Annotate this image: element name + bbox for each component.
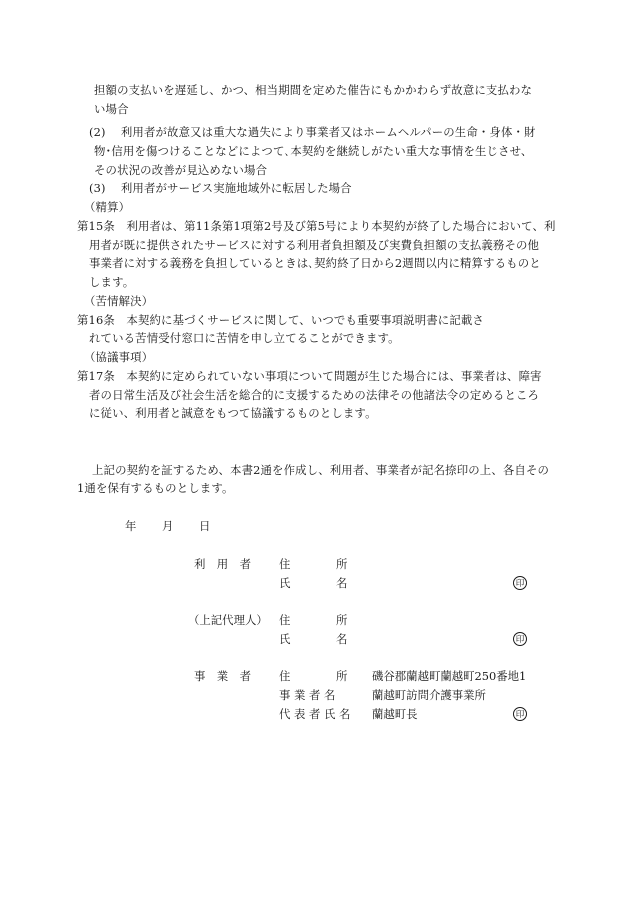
provider-role-label: 事 業 者 — [194, 669, 251, 683]
clause-line: 用者が既に提供されたサービスに対する利用者負担額及び実費負担額の支払義務その他 — [89, 238, 540, 252]
section-heading-complaints: （苦情解決） — [84, 294, 154, 308]
user-address-label: 住 所 — [279, 557, 348, 571]
clause-item-2: (2) 利用者が故意又は重大な過失により事業者又はホームヘルパーの生命・身体・財 — [89, 125, 536, 139]
user-name-label: 氏 名 — [279, 576, 348, 590]
user-seal-icon: 印 — [513, 576, 527, 590]
section-heading-settlement: （精算） — [84, 200, 131, 214]
date-month: 月 — [162, 519, 174, 533]
agent-address-label: 住 所 — [279, 613, 348, 627]
representative-value: 蘭越町長 — [372, 707, 418, 721]
clause-line: 事業者に対する義務を負担しているときは､契約終了日から2週間以内に精算するものと — [89, 256, 541, 270]
date-year: 年 — [125, 519, 137, 533]
provider-name-label: 事 業 者 名 — [279, 688, 336, 702]
section-heading-consultation: （協議事項） — [84, 350, 154, 364]
provider-address-label: 住 所 — [279, 669, 348, 683]
clause-line: に従い、利用者と誠意をもつて協議するものとします。 — [89, 406, 377, 420]
provider-address-value: 磯谷郡蘭越町蘭越町250番地1 — [372, 669, 527, 683]
date-day: 日 — [199, 519, 211, 533]
closing-statement: 上記の契約を証するため、本書2通を作成し、利用者、事業者が記名捺印の上、各自その — [92, 463, 550, 477]
clause-line: します。 — [89, 275, 135, 289]
provider-seal-icon: 印 — [513, 707, 527, 721]
article-17: 第17条 本契約に定められていない事項について問題が生じた場合には、事業者は、障害 — [77, 369, 542, 383]
clause-line: い場合 — [94, 102, 129, 116]
agent-role-label: （上記代理人） — [188, 613, 268, 627]
clause-line: 者の日常生活及び社会生活を総合的に支援するための法律その他諸法令の定めるところ — [89, 388, 540, 402]
user-role-label: 利 用 者 — [194, 557, 251, 571]
clause-line: その状況の改善が見込めない場合 — [94, 163, 268, 177]
representative-label: 代 表 者 氏 名 — [279, 707, 351, 721]
clause-item-3: (3) 利用者がサービス実施地域外に転居した場合 — [89, 181, 352, 195]
provider-name-value: 蘭越町訪問介護事業所 — [372, 688, 486, 702]
article-16: 第16条 本契約に基づくサービスに関して、いつでも重要事項説明書に記載さ — [77, 313, 484, 327]
closing-statement-cont: 1通を保有するものとします。 — [77, 481, 234, 495]
agent-seal-icon: 印 — [513, 632, 527, 646]
clause-line: 物･信用を傷つけることなどによつて､本契約を継続しがたい重大な事情を生じさせ、 — [94, 144, 533, 158]
clause-line: れている苦情受付窓口に苦情を申し立てることができます。 — [89, 331, 400, 345]
clause-line: 担額の支払いを遅延し、かつ、相当期間を定めた催告にもかかわらず故意に支払わな — [94, 83, 533, 97]
article-15: 第15条 利用者は、第11条第1項第2号及び第5号により本契約が終了した場合において、利 — [77, 219, 556, 233]
agent-name-label: 氏 名 — [279, 632, 348, 646]
